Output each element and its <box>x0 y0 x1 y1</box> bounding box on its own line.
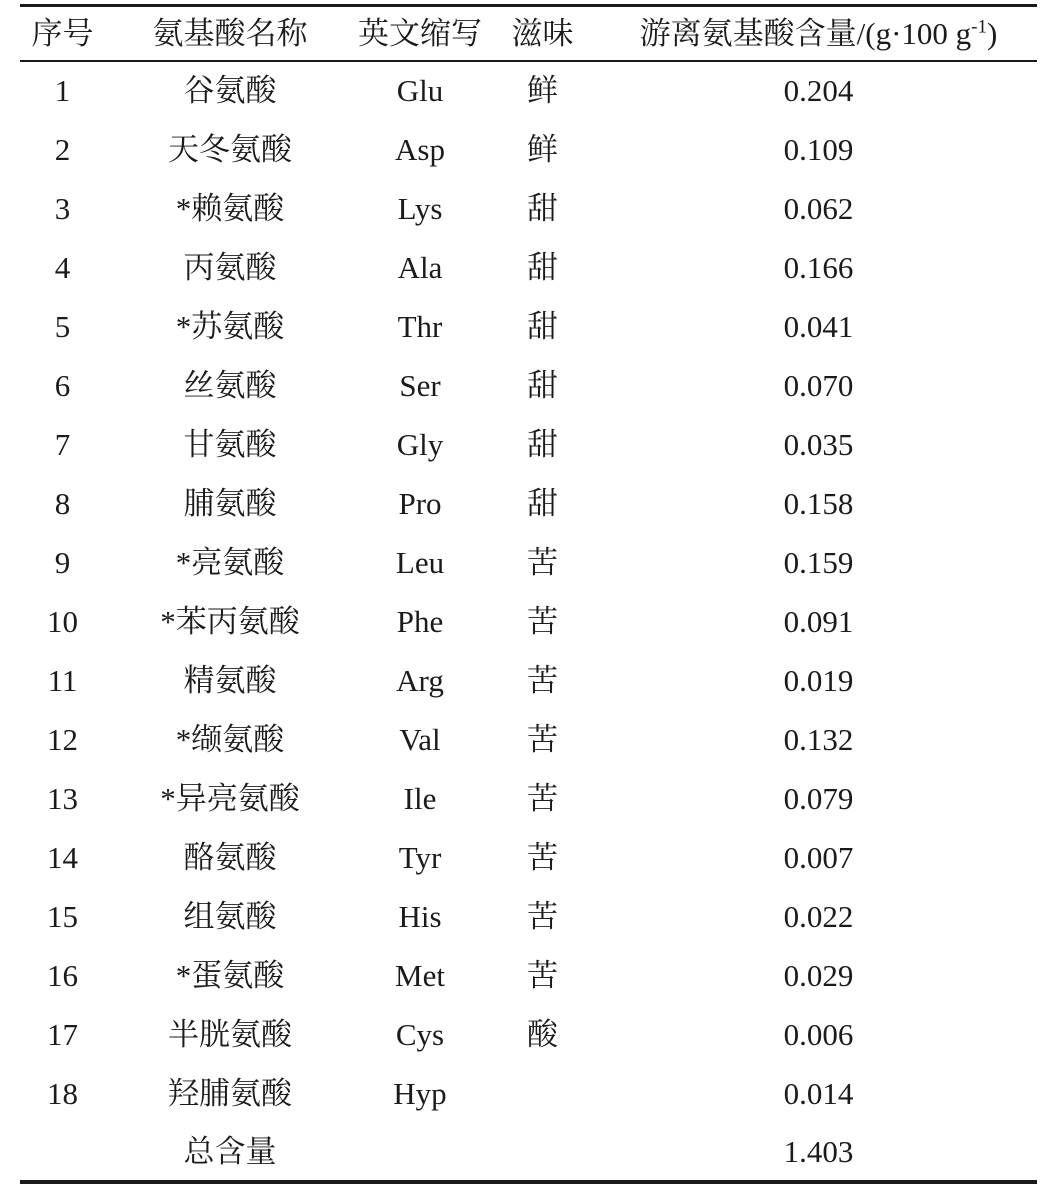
col-header-abbr: 英文缩写 <box>358 15 482 51</box>
row-index: 13 <box>47 780 78 816</box>
amino-acid-name: 丙氨酸 <box>183 249 277 285</box>
abbreviation: Met <box>395 957 445 993</box>
content-value: 0.014 <box>783 1075 854 1111</box>
table-row <box>20 828 1037 887</box>
amino-acid-name: 半胱氨酸 <box>168 1016 292 1052</box>
row-index: 5 <box>54 308 71 344</box>
content-value: 0.091 <box>783 603 854 639</box>
abbreviation: Glu <box>396 73 444 108</box>
table-row <box>20 769 1037 828</box>
abbreviation: Ala <box>397 249 443 285</box>
table-row <box>20 356 1037 415</box>
taste: 鲜 <box>527 73 558 108</box>
abbreviation: Hyp <box>393 1075 447 1111</box>
table-row <box>20 120 1037 179</box>
table-row <box>20 946 1037 1005</box>
col-header-content <box>600 6 1037 61</box>
row-index: 2 <box>54 131 71 167</box>
taste: 甜 <box>527 249 558 285</box>
amino-acid-name: 羟脯氨酸 <box>168 1075 292 1111</box>
amino-acid-name: *亮氨酸 <box>175 544 285 580</box>
amino-acid-name: 酪氨酸 <box>183 839 277 875</box>
abbreviation: Gly <box>396 426 444 462</box>
abbreviation: Tyr <box>398 839 442 875</box>
content-value: 0.019 <box>783 662 854 698</box>
table-row <box>20 887 1037 946</box>
abbreviation: Phe <box>396 603 444 639</box>
table-row <box>20 474 1037 533</box>
content-value: 0.166 <box>783 249 854 285</box>
row-index: 18 <box>47 1075 78 1111</box>
row-index: 16 <box>47 957 78 993</box>
content-value: 0.159 <box>783 544 854 580</box>
content-value: 0.070 <box>783 367 854 403</box>
table-row <box>20 61 1037 120</box>
abbreviation <box>355 1123 485 1182</box>
col-header-taste: 滋味 <box>511 15 574 51</box>
amino-acid-name: 精氨酸 <box>183 662 277 698</box>
row-index: 12 <box>47 721 78 757</box>
taste: 苦 <box>527 780 558 816</box>
row-index: 1 <box>54 73 71 108</box>
amino-acid-name: 组氨酸 <box>183 898 277 934</box>
abbreviation: Cys <box>395 1016 445 1052</box>
content-value: 0.029 <box>783 957 854 993</box>
row-index: 3 <box>54 190 71 226</box>
header-row <box>20 6 1037 61</box>
table-row <box>20 533 1037 592</box>
col-header-index: 序号 <box>31 15 94 51</box>
amino-acid-name: 甘氨酸 <box>183 426 277 462</box>
taste <box>485 1123 600 1182</box>
row-index: 9 <box>54 544 71 580</box>
taste <box>485 1064 600 1123</box>
taste: 苦 <box>527 839 558 875</box>
taste: 苦 <box>527 957 558 993</box>
abbreviation: Val <box>399 721 441 757</box>
row-index: 7 <box>54 426 71 462</box>
content-unit-superscript: -1 <box>971 16 987 38</box>
abbreviation: Leu <box>395 544 445 580</box>
content-value: 0.132 <box>783 721 854 757</box>
taste: 鲜 <box>527 131 558 167</box>
taste: 甜 <box>527 308 558 344</box>
abbreviation: Ser <box>399 367 441 403</box>
row-index: 14 <box>47 839 78 875</box>
content-value: 0.079 <box>783 780 854 816</box>
content-value: 0.041 <box>783 308 854 344</box>
taste: 甜 <box>527 426 558 462</box>
table-row <box>20 592 1037 651</box>
content-unit-main: 游离氨基酸含量/(g·100 g <box>639 15 972 51</box>
taste: 酸 <box>527 1016 558 1052</box>
row-index: 11 <box>47 662 78 698</box>
table-body <box>20 61 1037 1182</box>
abbreviation: Pro <box>398 485 442 521</box>
taste: 甜 <box>527 485 558 521</box>
row-index: 8 <box>54 485 71 521</box>
abbreviation: Lys <box>397 190 443 226</box>
content-value: 0.007 <box>783 839 854 875</box>
amino-acid-name: *缬氨酸 <box>175 721 285 757</box>
table-row <box>20 1064 1037 1123</box>
content-value: 0.022 <box>783 898 854 934</box>
taste: 苦 <box>527 662 558 698</box>
table-row <box>20 297 1037 356</box>
content-value: 0.204 <box>783 73 854 108</box>
row-index: 4 <box>54 249 71 285</box>
taste: 苦 <box>527 603 558 639</box>
amino-acid-table-wrap <box>20 4 1037 1184</box>
table-header <box>20 6 1037 61</box>
table-row <box>20 238 1037 297</box>
taste: 甜 <box>527 367 558 403</box>
taste: 甜 <box>527 190 558 226</box>
row-index <box>20 1123 105 1182</box>
row-index: 17 <box>47 1016 78 1052</box>
abbreviation: Ile <box>403 780 437 816</box>
amino-acid-name: *苏氨酸 <box>175 308 285 344</box>
content-unit-close: ) <box>987 15 998 51</box>
content-value: 0.158 <box>783 485 854 521</box>
abbreviation: His <box>398 898 442 934</box>
total-row <box>20 1123 1037 1182</box>
table-row <box>20 179 1037 238</box>
content-value: 0.062 <box>783 190 854 226</box>
abbreviation: Thr <box>397 308 443 344</box>
abbreviation: Arg <box>396 662 444 698</box>
taste: 苦 <box>527 721 558 757</box>
table-row <box>20 415 1037 474</box>
table-row <box>20 1005 1037 1064</box>
table-row <box>20 651 1037 710</box>
row-index: 10 <box>47 603 78 639</box>
amino-acid-name: 天冬氨酸 <box>168 131 292 167</box>
amino-acid-table <box>20 4 1037 1184</box>
row-index: 6 <box>54 367 71 403</box>
amino-acid-name: 脯氨酸 <box>183 485 277 521</box>
content-value: 0.035 <box>783 426 854 462</box>
amino-acid-name: *苯丙氨酸 <box>160 603 300 639</box>
row-index: 15 <box>47 898 78 934</box>
col-header-name: 氨基酸名称 <box>152 15 308 51</box>
taste: 苦 <box>527 898 558 934</box>
amino-acid-name: *异亮氨酸 <box>160 780 300 816</box>
taste: 苦 <box>527 544 558 580</box>
content-value: 0.109 <box>783 131 854 167</box>
total-label: 总含量 <box>183 1133 277 1169</box>
amino-acid-name: *赖氨酸 <box>175 190 285 226</box>
amino-acid-name: 丝氨酸 <box>183 367 277 403</box>
total-value: 1.403 <box>783 1133 854 1169</box>
content-value: 0.006 <box>783 1016 854 1052</box>
abbreviation: Asp <box>395 131 445 167</box>
amino-acid-name: *蛋氨酸 <box>175 957 285 993</box>
table-row <box>20 710 1037 769</box>
amino-acid-name: 谷氨酸 <box>183 73 277 108</box>
